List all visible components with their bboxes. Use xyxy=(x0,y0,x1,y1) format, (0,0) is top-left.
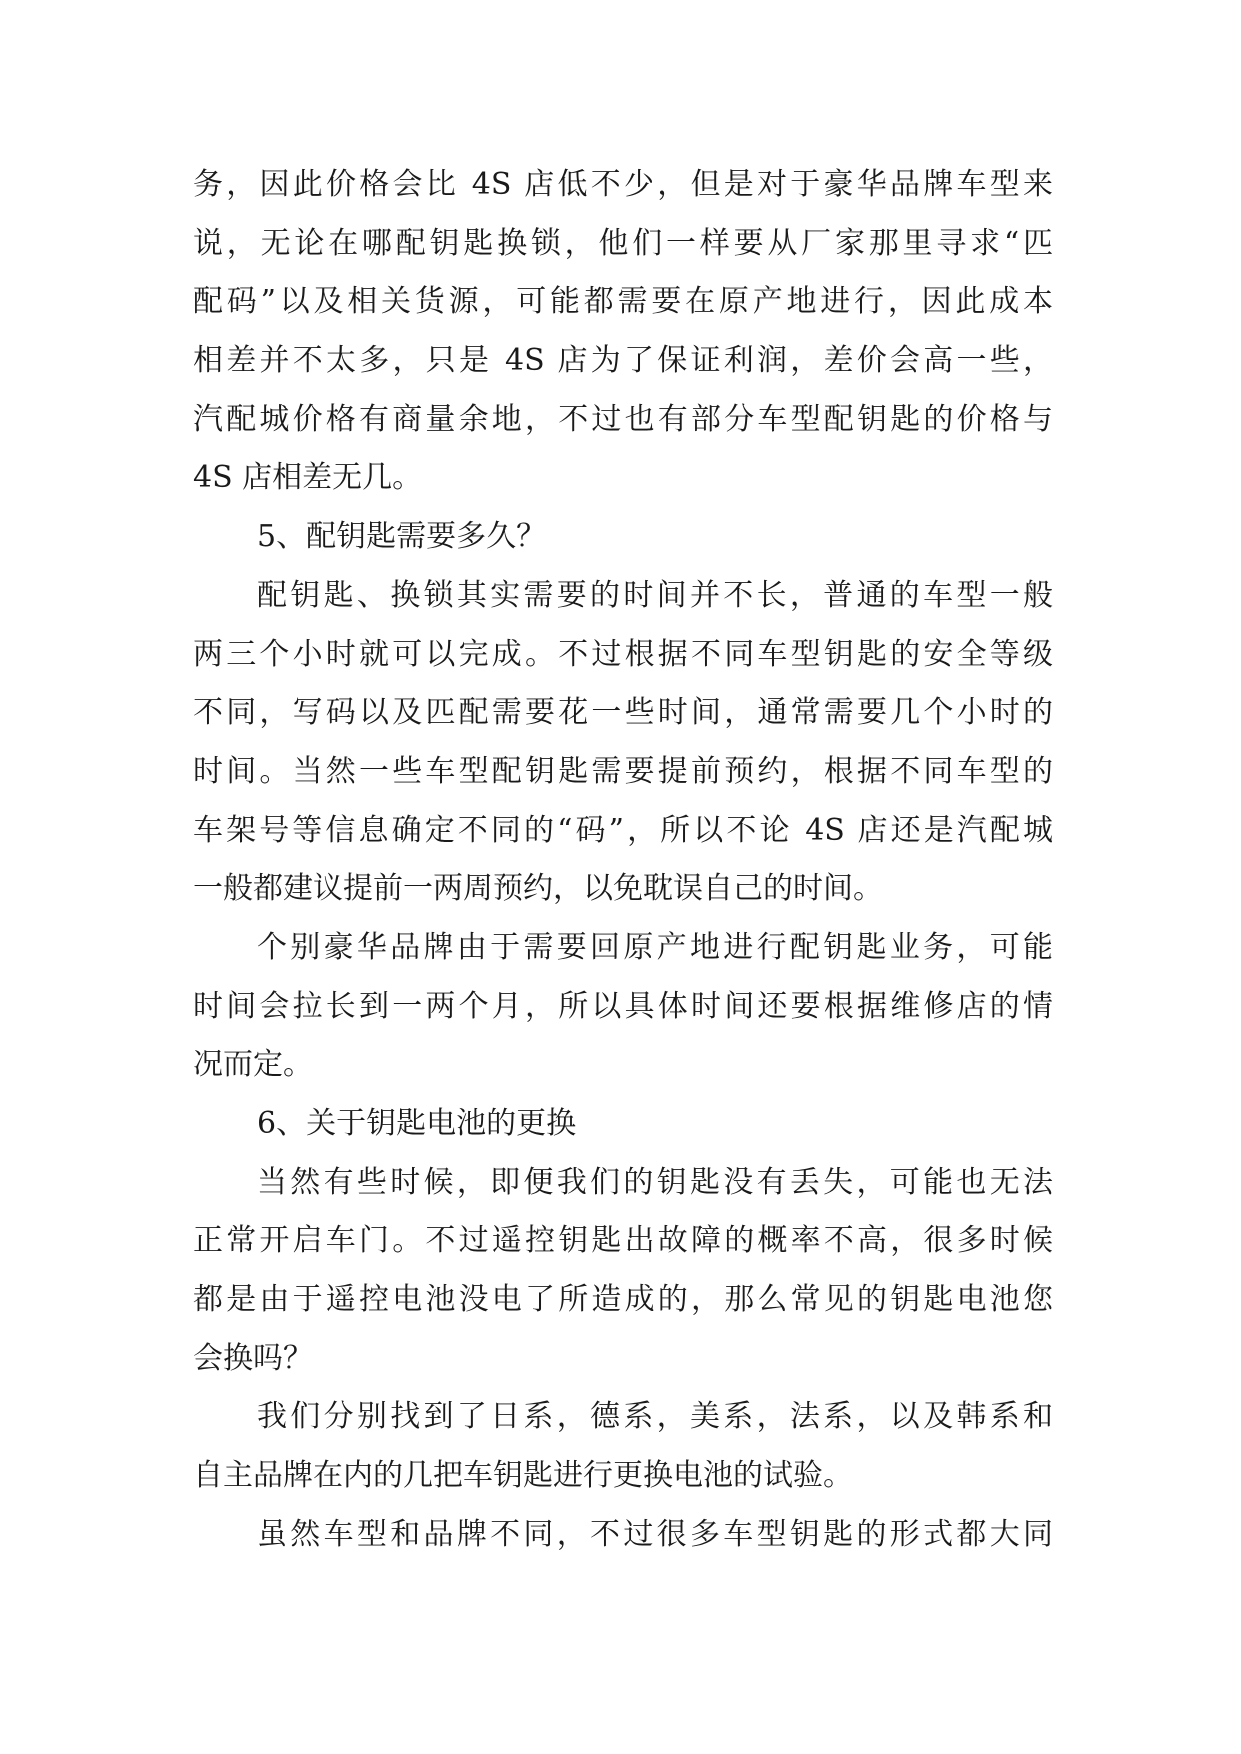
text-line: 说，无论在哪配钥匙换锁，他们一样要从厂家那里寻求“匹 xyxy=(193,225,1053,261)
text-line: 相差并不太多，只是 4S 店为了保证利润，差价会高一些， xyxy=(193,343,1053,379)
text-line: 一般都建议提前一两周预约，以免耽误自己的时间。 xyxy=(193,871,883,907)
text-line: 配钥匙、换锁其实需要的时间并不长，普通的车型一般 xyxy=(257,577,1053,613)
section-heading: 6、关于钥匙电池的更换 xyxy=(257,1106,577,1141)
text-line: 汽配城价格有商量余地，不过也有部分车型配钥匙的价格与 xyxy=(193,401,1053,437)
text-line: 况而定。 xyxy=(193,1047,313,1083)
document-body-text xyxy=(193,156,1053,1565)
text-line: 务，因此价格会比 4S 店低不少，但是对于豪华品牌车型来 xyxy=(193,167,1053,202)
text-line: 我们分别找到了日系，德系，美系，法系，以及韩系和 xyxy=(257,1399,1053,1435)
text-line: 会换吗？ xyxy=(193,1340,313,1376)
text-line: 4S 店相差无几。 xyxy=(193,460,423,496)
text-line: 正常开启车门。不过遥控钥匙出故障的概率不高，很多时候 xyxy=(193,1223,1053,1259)
text-line: 时间会拉长到一两个月，所以具体时间还要根据维修店的情 xyxy=(193,988,1053,1024)
text-line: 都是由于遥控电池没电了所造成的，那么常见的钥匙电池您 xyxy=(193,1282,1053,1318)
text-line: 虽然车型和品牌不同，不过很多车型钥匙的形式都大同 xyxy=(257,1516,1053,1552)
text-line: 时间。当然一些车型配钥匙需要提前预约，根据不同车型的 xyxy=(193,753,1053,789)
text-line: 自主品牌在内的几把车钥匙进行更换电池的试验。 xyxy=(193,1458,853,1494)
text-line: 不同，写码以及匹配需要花一些时间，通常需要几个小时的 xyxy=(193,695,1053,731)
text-line: 配码”以及相关货源，可能都需要在原产地进行，因此成本 xyxy=(193,284,1053,320)
section-heading: 5、配钥匙需要多久？ xyxy=(257,519,547,555)
text-line: 当然有些时候，即便我们的钥匙没有丢失，可能也无法 xyxy=(257,1164,1053,1200)
text-line: 两三个小时就可以完成。不过根据不同车型钥匙的安全等级 xyxy=(193,636,1053,672)
text-line: 车架号等信息确定不同的“码”，所以不论 4S 店还是汽配城 xyxy=(193,812,1053,848)
text-line: 个别豪华品牌由于需要回原产地进行配钥匙业务，可能 xyxy=(257,929,1053,965)
